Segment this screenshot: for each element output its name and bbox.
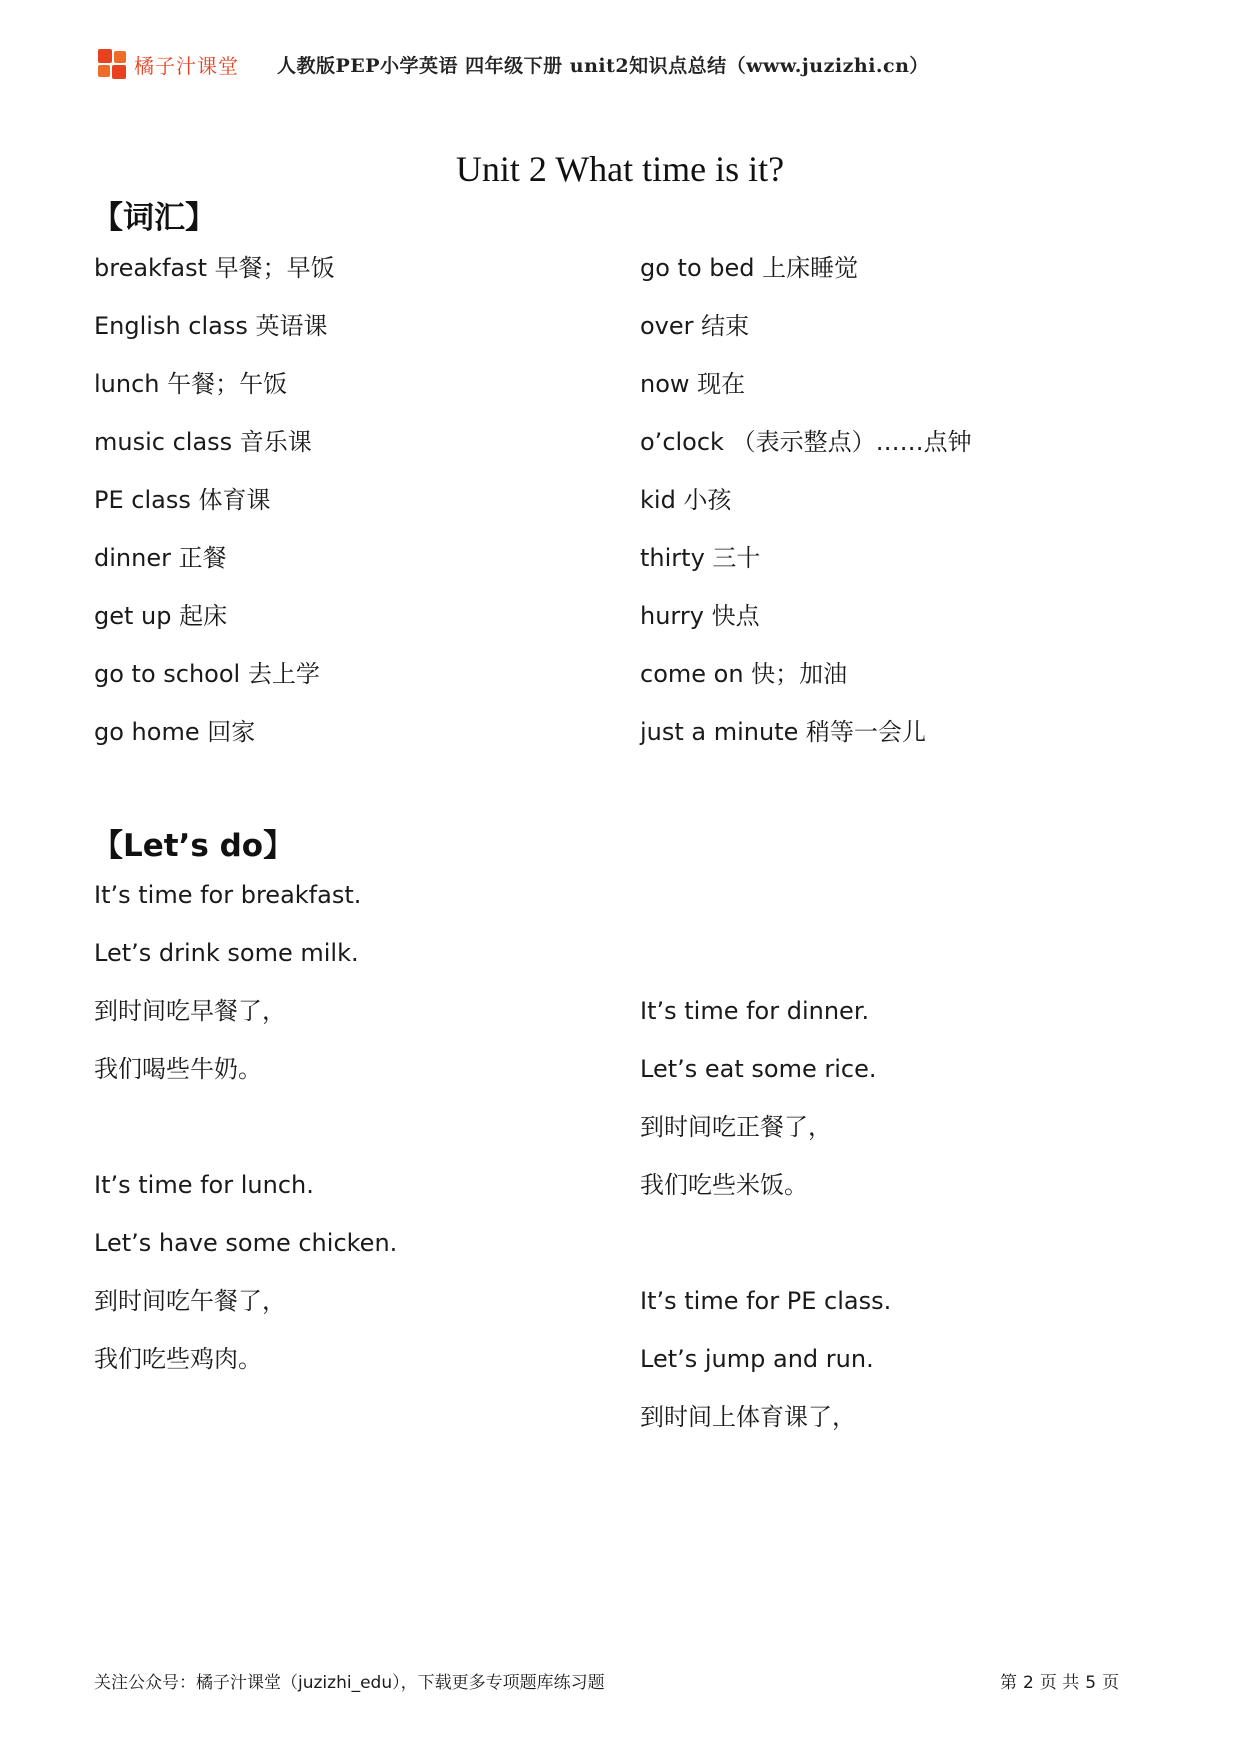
vocab-item: just a minute 稍等一会儿 (640, 718, 927, 746)
lets-do-line: 我们吃些鸡肉。 (94, 1345, 262, 1373)
lets-do-heading: 【Let’s do】 (92, 828, 295, 864)
brand-logo (98, 49, 239, 79)
lets-do-line: Let’s have some chicken. (94, 1229, 398, 1257)
vocab-item: go to bed 上床睡觉 (640, 254, 859, 282)
lets-do-line: 到时间上体育课了， (640, 1403, 856, 1431)
lets-do-line: Let’s drink some milk. (94, 939, 359, 967)
page-total: 5 (1085, 1673, 1097, 1693)
vocab-item: o’clock （表示整点）……点钟 (640, 428, 972, 456)
header-title: 人教版PEP小学英语 四年级下册 unit2知识点总结（www.juzizhi.cn） (277, 54, 929, 77)
vocab-item: go home 回家 (94, 718, 256, 746)
lets-do-line: 我们喝些牛奶。 (94, 1055, 262, 1083)
page-label-3: 页 (1102, 1673, 1120, 1693)
page-label-1: 第 (1000, 1673, 1017, 1693)
lets-do-line: It’s time for PE class. (640, 1287, 892, 1315)
vocab-item: breakfast 早餐；早饭 (94, 254, 335, 282)
vocab-item: dinner 正餐 (94, 544, 227, 572)
vocab-item: hurry 快点 (640, 602, 760, 630)
lets-do-line: 到时间吃正餐了， (640, 1113, 832, 1141)
vocab-item: music class 音乐课 (94, 428, 312, 456)
vocab-item: lunch 午餐；午饭 (94, 370, 288, 398)
lets-do-line: It’s time for breakfast. (94, 881, 362, 909)
lets-do-line: Let’s jump and run. (640, 1345, 874, 1373)
lets-do-line: 到时间吃早餐了， (94, 997, 286, 1025)
vocab-item: thirty 三十 (640, 544, 761, 572)
lets-do-line: 到时间吃午餐了， (94, 1287, 286, 1315)
footer-promo: 关注公众号：橘子汁课堂（juzizhi_edu），下载更多专项题库练习题 (94, 1673, 605, 1693)
page-label-2: 页 共 (1039, 1673, 1080, 1693)
vocab-item: kid 小孩 (640, 486, 732, 514)
page-header (98, 44, 1178, 84)
lets-do-line: It’s time for lunch. (94, 1171, 314, 1199)
vocab-item: over 结束 (640, 312, 750, 340)
vocab-item: PE class 体育课 (94, 486, 271, 514)
logo-text: 橘子汁课堂 (134, 53, 239, 78)
lets-do-line: It’s time for dinner. (640, 997, 870, 1025)
vocab-item: get up 起床 (94, 602, 228, 630)
vocab-item: go to school 去上学 (94, 660, 320, 688)
logo-mark-icon (98, 49, 128, 79)
page-title: Unit 2 What time is it? (455, 149, 785, 189)
vocab-item: now 现在 (640, 370, 746, 398)
vocab-item: come on 快；加油 (640, 660, 848, 688)
vocabulary-heading: 【词汇】 (92, 200, 216, 236)
vocab-item: English class 英语课 (94, 312, 328, 340)
page-number (1000, 1668, 1119, 1693)
lets-do-line: 我们吃些米饭。 (640, 1171, 808, 1199)
page-current: 2 (1023, 1673, 1034, 1693)
lets-do-line: Let’s eat some rice. (640, 1055, 877, 1083)
